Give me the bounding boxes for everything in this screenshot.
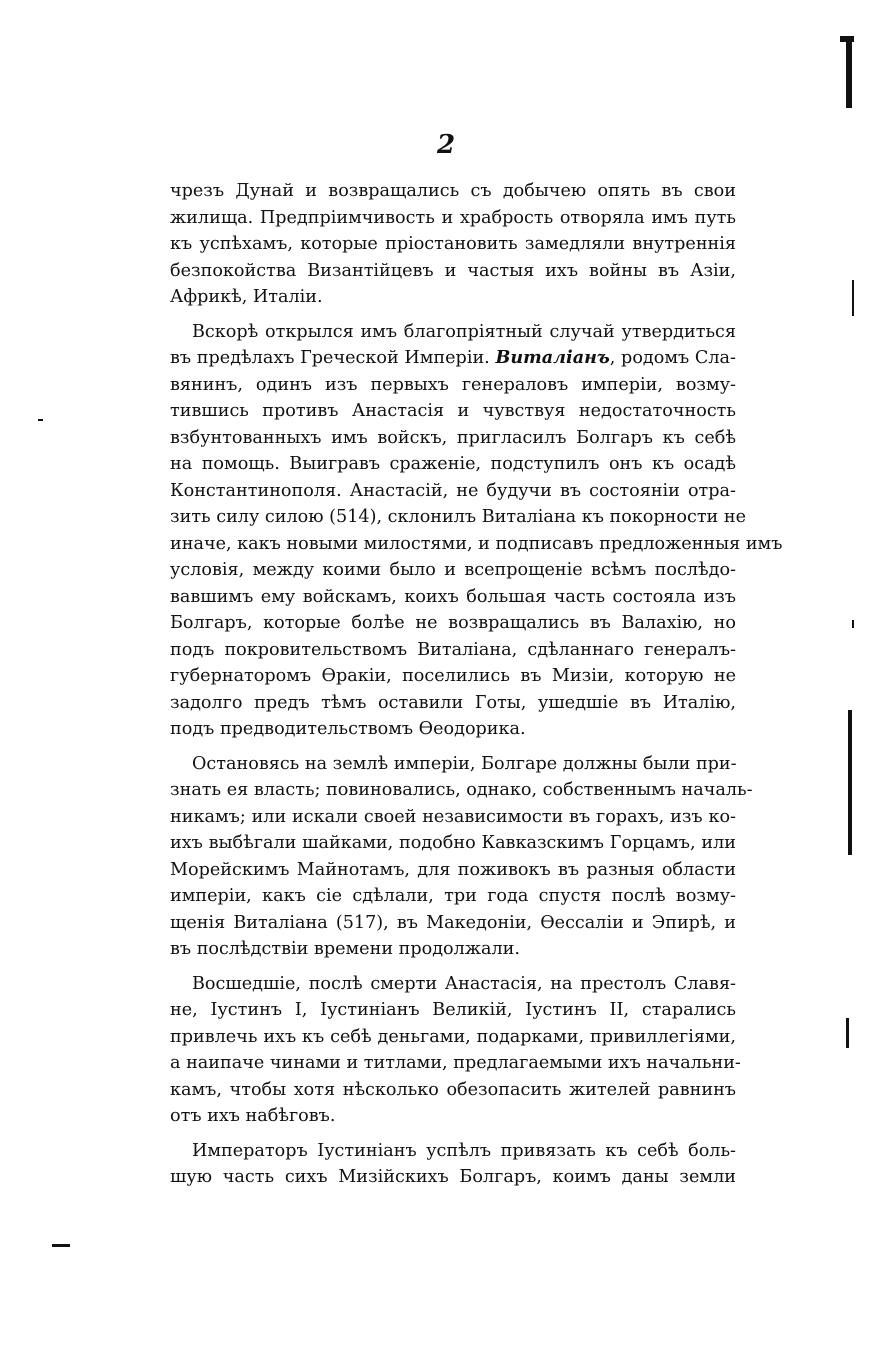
text-line: имперіи, какъ сіе сдѣлали, три года спустя послѣ возму-	[170, 886, 736, 906]
text-line: Морейскимъ Майнотамъ, для поживокъ въ разныя области	[170, 859, 736, 880]
text-line: ихъ выбѣгали шайками, подобно Кавказскимъ Горцамъ, или	[170, 833, 736, 853]
text-line: тившись противъ Анастасія и чувствуя недостаточность	[170, 401, 736, 421]
text-segment: въ предѣлахъ Греческой Имперіи.	[170, 348, 496, 368]
text-line: чрезъ Дунай и возвращались съ добычею опять въ свои	[170, 181, 736, 201]
text-line: отъ ихъ набѣговъ.	[170, 1106, 336, 1126]
text-line: въ послѣдствіи времени продолжали.	[170, 939, 520, 959]
text-line: щенія Виталіана (517), въ Македоніи, Ѳессаліи и Эпирѣ, и	[170, 912, 736, 933]
scan-edge-mark	[846, 36, 852, 108]
text-line: камъ, чтобы хотя нѣсколько обезопасить жителей равнинъ	[170, 1079, 736, 1100]
text-line: Остановясь на землѣ имперіи, Болгаре должны были при-	[192, 753, 737, 774]
text-line: привлечь ихъ къ себѣ деньгами, подарками, привиллегіями,	[170, 1026, 736, 1047]
italic-name: Виталіанъ	[495, 347, 610, 368]
scan-edge-mark	[840, 36, 854, 42]
text-line: вянинъ, одинъ изъ первыхъ генераловъ имперіи, возму-	[170, 374, 736, 395]
text-line: безпокойства Византійцевъ и частыя ихъ войны въ Азіи,	[170, 260, 736, 281]
text-line: шую часть сихъ Мизійскихъ Болгаръ, коимъ даны земли	[170, 1167, 736, 1187]
text-line: иначе, какъ новыми милостями, и подписавъ предложенныя имъ	[170, 533, 783, 554]
text-line: условія, между коими было и всепрощеніе всѣмъ послѣдо-	[170, 560, 736, 580]
text-line: Императоръ Іустиніанъ успѣлъ привязать къ себѣ боль-	[192, 1140, 736, 1161]
paragraph	[170, 751, 753, 963]
text-line: а наипаче чинами и титлами, предлагаемыми ихъ начальни-	[170, 1053, 741, 1073]
text-line: Константинополя. Анастасій, не будучи въ состояніи отра-	[170, 480, 736, 501]
text-line: вавшимъ ему войскамъ, коихъ большая часть состояла изъ	[170, 586, 736, 607]
text-line: зить силу силою (514), склонилъ Виталіана къ покорности не	[170, 507, 747, 527]
text-line: Африкѣ, Италіи.	[170, 287, 323, 307]
text-line: Вскорѣ открылся имъ благопріятный случай утвердиться	[192, 321, 736, 342]
scan-edge-mark	[52, 1244, 70, 1247]
paragraph	[170, 178, 736, 311]
text-line: знать ея власть; повиновались, однако, собственнымъ началь-	[170, 780, 753, 800]
text-line	[170, 345, 736, 372]
text-line: Восшедшіе, послѣ смерти Анастасія, на престолъ Славя-	[192, 973, 736, 994]
text-line: къ успѣхамъ, которые пріостановить замедляли внутреннія	[170, 234, 736, 254]
paragraph	[170, 319, 783, 743]
text-line: Болгаръ, которые болѣе не возвращались въ Валахію, но	[170, 613, 736, 633]
text-line: подъ покровительствомъ Виталіана, сдѣланнаго генералъ-	[170, 639, 736, 660]
scan-edge-mark	[846, 1018, 849, 1048]
text-line: подъ предводительствомъ Ѳеодорика.	[170, 719, 526, 739]
scan-edge-mark	[852, 620, 854, 628]
scan-edge-mark	[848, 710, 852, 855]
text-line: задолго предъ тѣмъ оставили Готы, ушедшіе въ Италію,	[170, 692, 736, 713]
text-line: взбунтованныхъ имъ войскъ, пригласилъ Болгаръ къ себѣ	[170, 427, 736, 448]
text-line: губернаторомъ Ѳракіи, поселились въ Мизіи, которую не	[170, 666, 736, 686]
page-body	[170, 178, 783, 1191]
paragraph	[170, 971, 741, 1130]
page-number: 2	[436, 130, 456, 160]
text-line: на помощь. Выигравъ сраженіе, подступилъ онъ къ осадѣ	[170, 454, 736, 474]
text-line: никамъ; или искали своей независимости въ горахъ, изъ ко-	[170, 806, 736, 827]
text-line: жилища. Предпріимчивость и храбрость отворяла имъ путь	[170, 207, 736, 228]
text-segment: , родомъ Сла-	[609, 348, 736, 368]
text-line: не, Іустинъ I, Іустиніанъ Великій, Іустинъ II, старались	[170, 1000, 736, 1020]
paragraph	[170, 1138, 736, 1191]
scan-edge-mark	[852, 280, 854, 316]
scan-edge-mark	[38, 419, 43, 421]
